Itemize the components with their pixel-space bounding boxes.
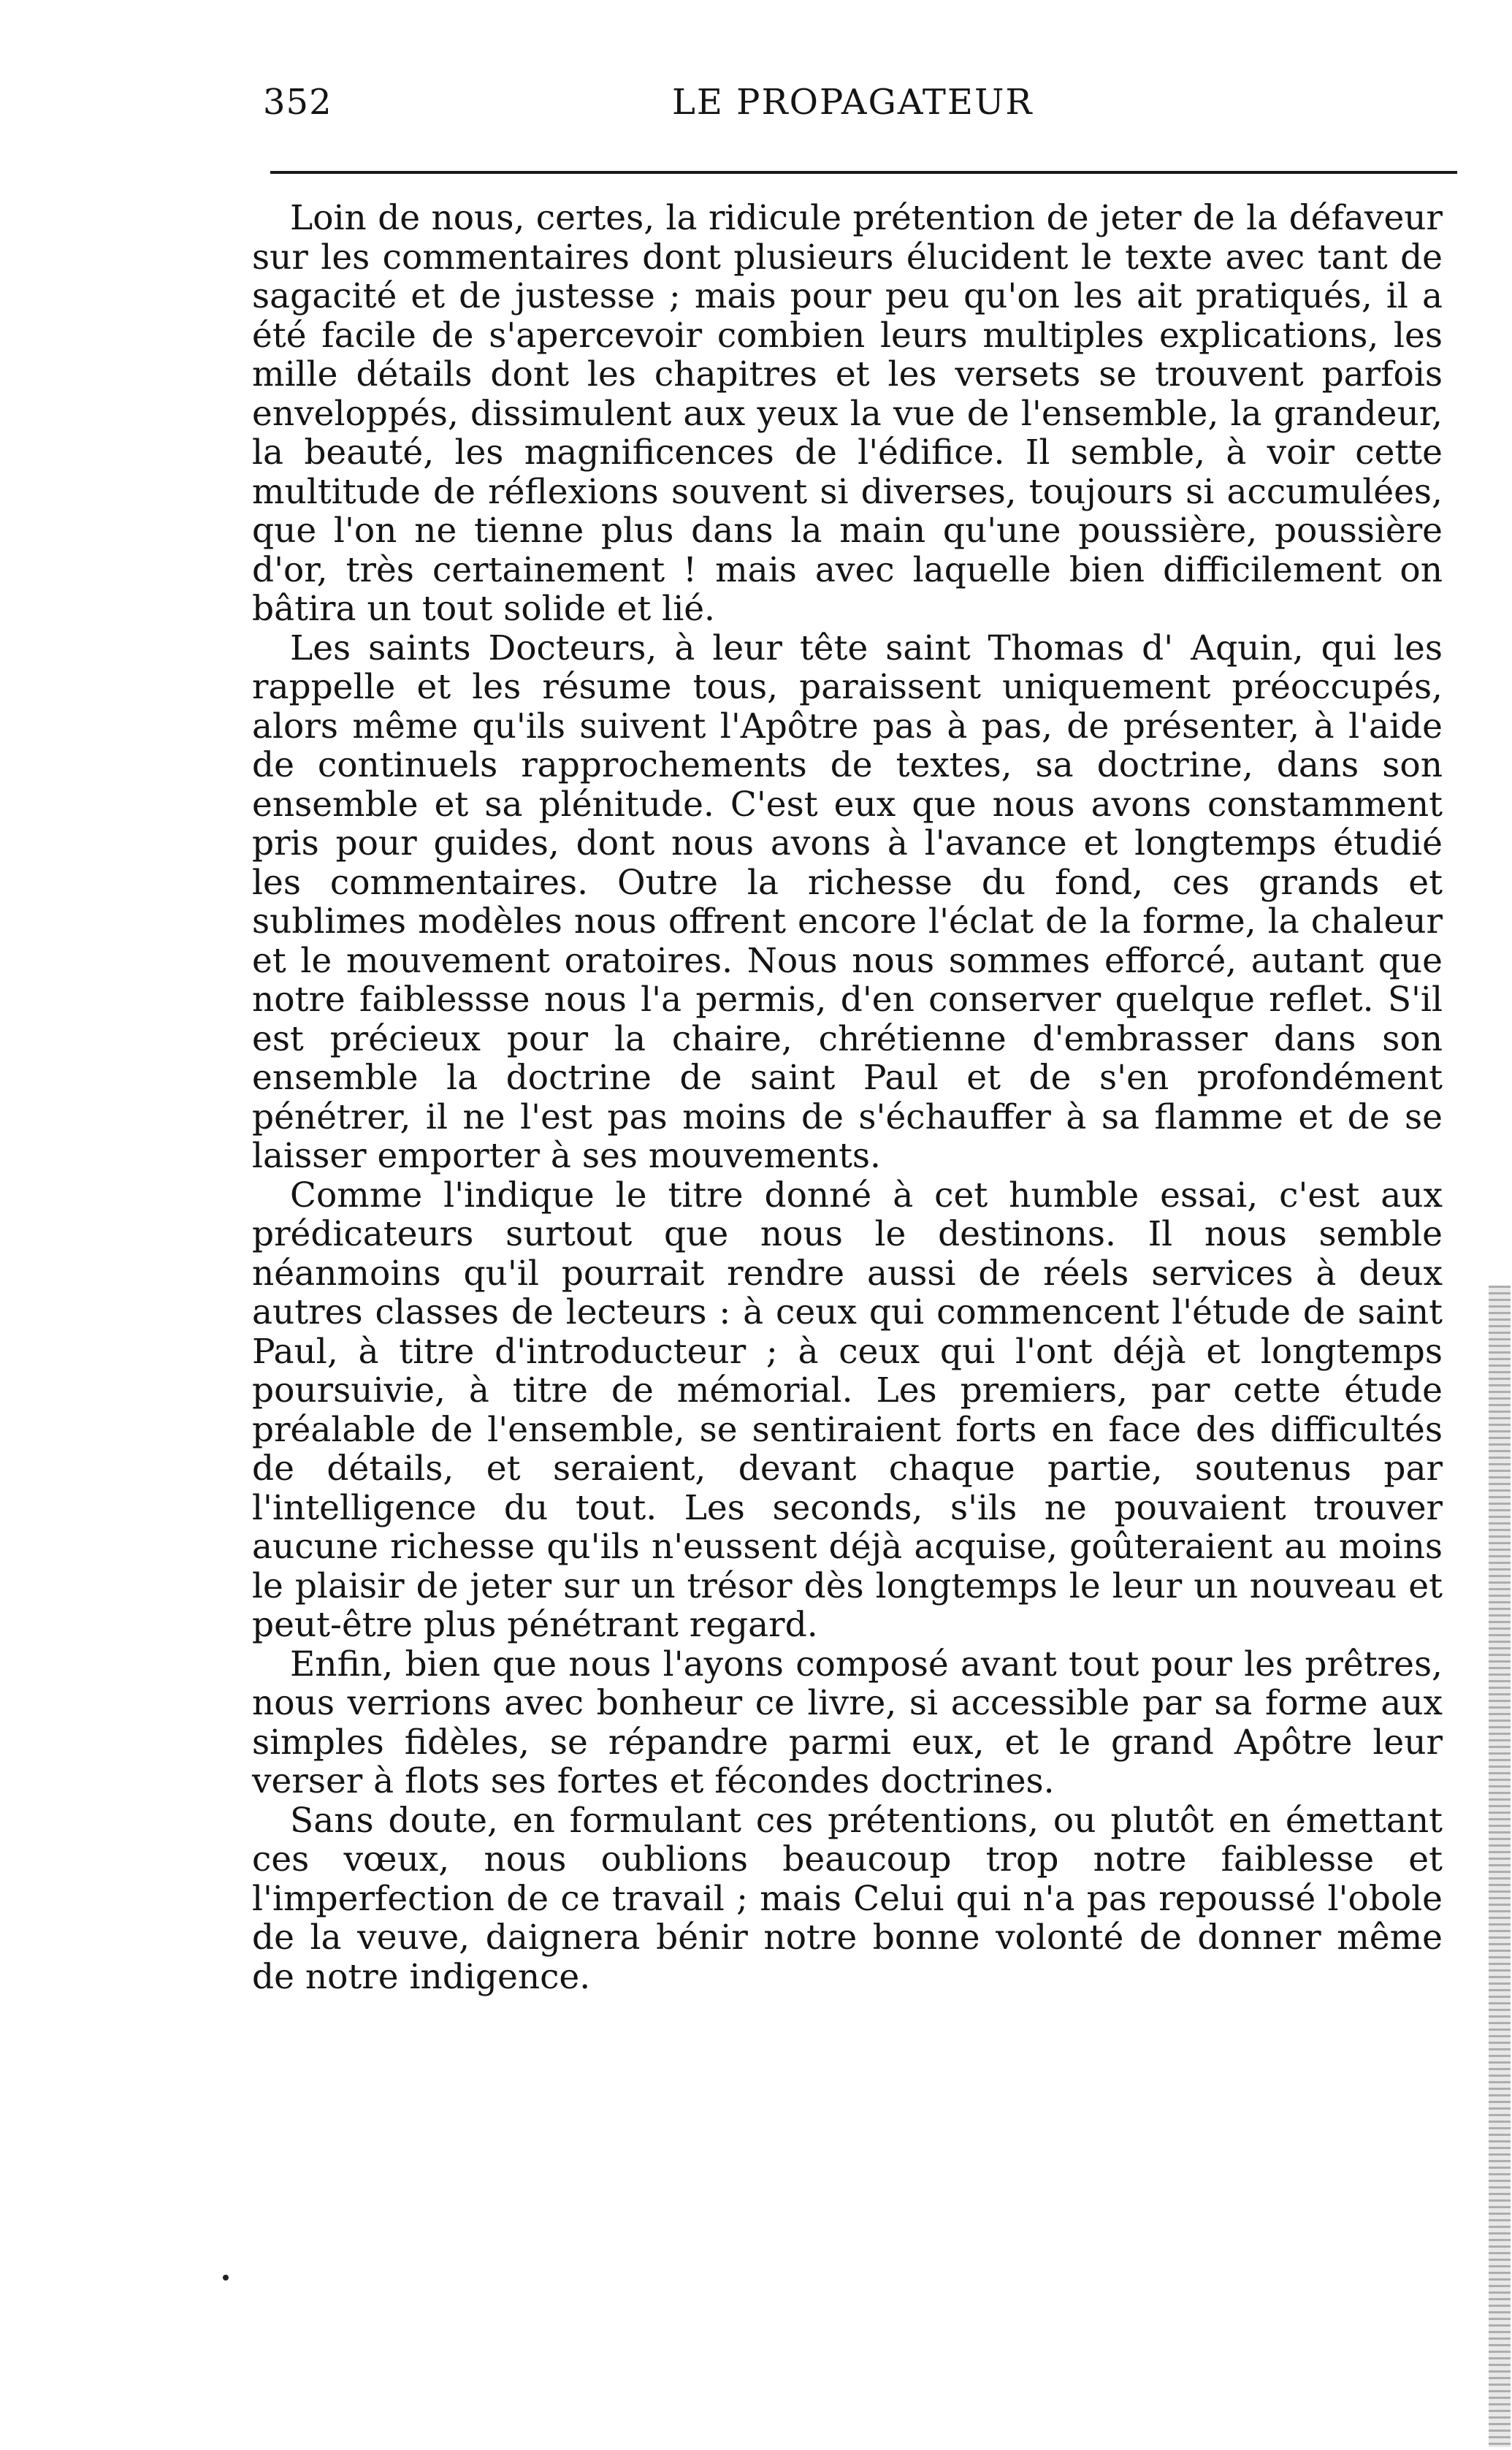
running-title: LE PROPAGATEUR: [672, 82, 1034, 123]
paragraph-3: Comme l'indique le titre donné à cet humble essai, c'est aux prédicateurs surtout que nous le destinons. Il nous semble néanmoins qu'il pourrait rendre aussi de réels services à deux autres classes de lecteurs : à ceux qui commencent l'étude de saint Paul, à titre d'introducteur ; à ceux qui l'ont déjà et longtemps poursuivie, à titre de mémorial. Les premiers, par cette étude préalable de l'ensemble, se sentiraient forts en face des difficultés de détails, et seraient, devant chaque partie, soutenus par l'intelligence du tout. Les seconds, s'ils ne pouvaient trouver aucune richesse qu'ils n'eussent déjà acquise, goûteraient au moins le plaisir de jeter sur un trésor dès longtemps le leur un nouveau et peut-être plus pénétrant regard.: [252, 1175, 1443, 1645]
header-rule: [270, 171, 1457, 174]
paragraph-2: Les saints Docteurs, à leur tête saint Thomas d' Aquin, qui les rappelle et les résume tous, paraissent uniquement préoccupés, alors même qu'ils suivent l'Apôtre pas à pas, de présenter, à l'aide de continuels rapprochements de textes, sa doctrine, dans son ensemble et sa plénitude. C'est eux que nous avons constamment pris pour guides, dont nous avons à l'avance et longtemps étudié les commentaires. Outre la richesse du fond, ces grands et sublimes modèles nous offrent encore l'éclat de la forme, la chaleur et le mouvement oratoires. Nous nous sommes efforcé, autant que notre faiblessse nous l'a permis, d'en conserver quelque reflet. S'il est précieux pour la chaire, chrétienne d'embrasser dans son ensemble la doctrine de saint Paul et de s'en profondément pénétrer, il ne l'est pas moins de s'échauffer à sa flamme et de se laisser emporter à ses mouvements.: [252, 627, 1443, 1176]
page-number: 352: [263, 82, 332, 123]
paragraph-4: Enfin, bien que nous l'ayons composé avant tout pour les prêtres, nous verrions avec bonheur ce livre, si accessible par sa forme aux simples fidèles, se répandre parmi eux, et le grand Apôtre leur verser à flots ses fortes et fécondes doctrines.: [252, 1644, 1443, 1801]
ink-speck: [223, 2275, 229, 2281]
body-text: [252, 199, 1443, 1996]
paragraph-5: Sans doute, en formulant ces prétentions, ou plutôt en émettant ces vœux, nous oublions beaucoup trop notre faiblesse et l'imperfection de ce travail ; mais Celui qui n'a pas repoussé l'obole de la veuve, daignera bénir notre bonne volonté de donner même de notre indigence.: [252, 1800, 1443, 1997]
page-edge-shadow: [1489, 1286, 1511, 2447]
page-header: [263, 73, 1461, 131]
paragraph-1: Loin de nous, certes, la ridicule prétention de jeter de la défaveur sur les commentaires dont plusieurs élucident le texte avec tant de sagacité et de justesse ; mais pour peu qu'on les ait pratiqués, il a été facile de s'apercevoir combien leurs multiples explications, les mille détails dont les chapitres et les versets se trouvent parfois enveloppés, dissimulent aux yeux la vue de l'ensemble, la grandeur, la beauté, les magnificences de l'édifice. Il semble, à voir cette multitude de réflexions souvent si diverses, toujours si accumulées, que l'on ne tienne plus dans la main qu'une poussière, poussière d'or, très certainement ! mais avec laquelle bien difficilement on bâtira un tout solide et lié.: [252, 198, 1443, 629]
